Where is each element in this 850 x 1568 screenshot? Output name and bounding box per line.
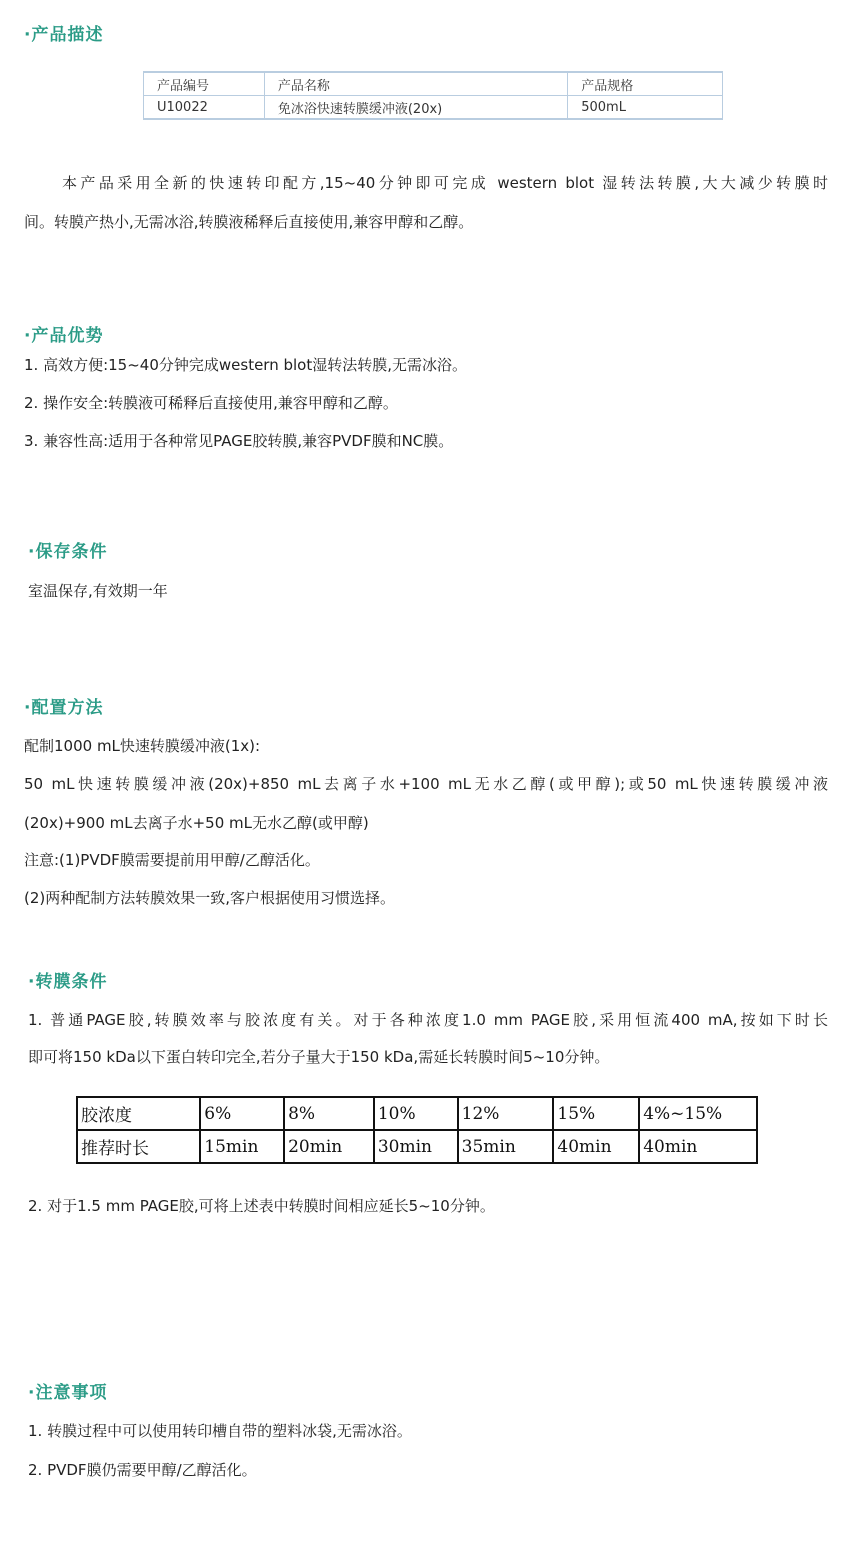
- table-cell: 15min: [200, 1130, 284, 1163]
- conditions-text-line: 2. 对于1.5 mm PAGE胶,可将上述表中转膜时间相应延长5~10分钟。: [28, 1197, 495, 1215]
- table-cell: 推荐时长: [77, 1130, 200, 1163]
- preparation-text-line: 配制1000 mL快速转膜缓冲液(1x):: [24, 737, 261, 755]
- table-cell: 35min: [458, 1130, 554, 1163]
- section-title-advantages: ·产品优势: [24, 326, 104, 346]
- table-cell: 20min: [284, 1130, 374, 1163]
- note-item: 2. PVDF膜仍需要甲醇/乙醇活化。: [28, 1461, 257, 1479]
- table-row: [77, 1097, 757, 1130]
- preparation-text-line: (20x)+900 mL去离子水+50 mL无水乙醇(或甲醇): [24, 814, 369, 832]
- table-cell: 30min: [374, 1130, 458, 1163]
- table-cell: U10022: [144, 96, 265, 120]
- table-row: [144, 96, 723, 120]
- conditions-text-line: 即可将150 kDa以下蛋白转印完全,若分子量大于150 kDa,需延长转膜时间5~10分钟。: [28, 1048, 610, 1066]
- advantage-item: 1. 高效方便:15~40分钟完成western blot湿转法转膜,无需冰浴。: [24, 356, 467, 374]
- description-text-line: 间。转膜产热小,无需冰浴,转膜液稀释后直接使用,兼容甲醇和乙醇。: [24, 213, 474, 231]
- preparation-note: (2)两种配制方法转膜效果一致,客户根据使用习惯选择。: [24, 889, 396, 907]
- note-item: 1. 转膜过程中可以使用转印槽自带的塑料冰袋,无需冰浴。: [28, 1422, 412, 1440]
- table-header-cell: 产品规格: [568, 72, 723, 96]
- table-cell: 8%: [284, 1097, 374, 1130]
- transfer-time-table: [76, 1096, 758, 1164]
- table-cell: 4%~15%: [639, 1097, 757, 1130]
- preparation-note: 注意:(1)PVDF膜需要提前用甲醇/乙醇活化。: [24, 851, 320, 869]
- table-cell: 12%: [458, 1097, 554, 1130]
- section-title-notes: ·注意事项: [28, 1383, 108, 1403]
- table-cell: 胶浓度: [77, 1097, 200, 1130]
- preparation-text-line: 50 mL快速转膜缓冲液(20x)+850 mL去离子水+100 mL无水乙醇(或甲醇);或50 mL快速转膜缓冲液: [24, 775, 828, 793]
- description-text-line: 本产品采用全新的快速转印配方,15~40分钟即可完成 western blot 湿转法转膜,大大减少转膜时: [62, 174, 828, 192]
- table-cell: 40min: [639, 1130, 757, 1163]
- table-cell: 40min: [553, 1130, 639, 1163]
- table-header-cell: 产品名称: [264, 72, 567, 96]
- table-cell: 500mL: [568, 96, 723, 120]
- table-header-cell: 产品编号: [144, 72, 265, 96]
- table-cell: 15%: [553, 1097, 639, 1130]
- conditions-text-line: 1. 普通PAGE胶,转膜效率与胶浓度有关。对于各种浓度1.0 mm PAGE胶,采用恒流400 mA,按如下时长: [28, 1011, 828, 1029]
- advantage-item: 2. 操作安全:转膜液可稀释后直接使用,兼容甲醇和乙醇。: [24, 394, 398, 412]
- storage-text: 室温保存,有效期一年: [28, 582, 168, 600]
- advantage-item: 3. 兼容性高:适用于各种常见PAGE胶转膜,兼容PVDF膜和NC膜。: [24, 432, 454, 450]
- section-title-storage: ·保存条件: [28, 542, 108, 562]
- section-title-preparation: ·配置方法: [24, 698, 104, 718]
- table-row: [77, 1130, 757, 1163]
- table-cell: 6%: [200, 1097, 284, 1130]
- table-cell: 免冰浴快速转膜缓冲液(20x): [264, 96, 567, 120]
- section-title-description: ·产品描述: [24, 25, 104, 45]
- table-header-row: [144, 72, 723, 96]
- product-spec-table: [143, 71, 723, 120]
- table-cell: 10%: [374, 1097, 458, 1130]
- section-title-conditions: ·转膜条件: [28, 972, 108, 992]
